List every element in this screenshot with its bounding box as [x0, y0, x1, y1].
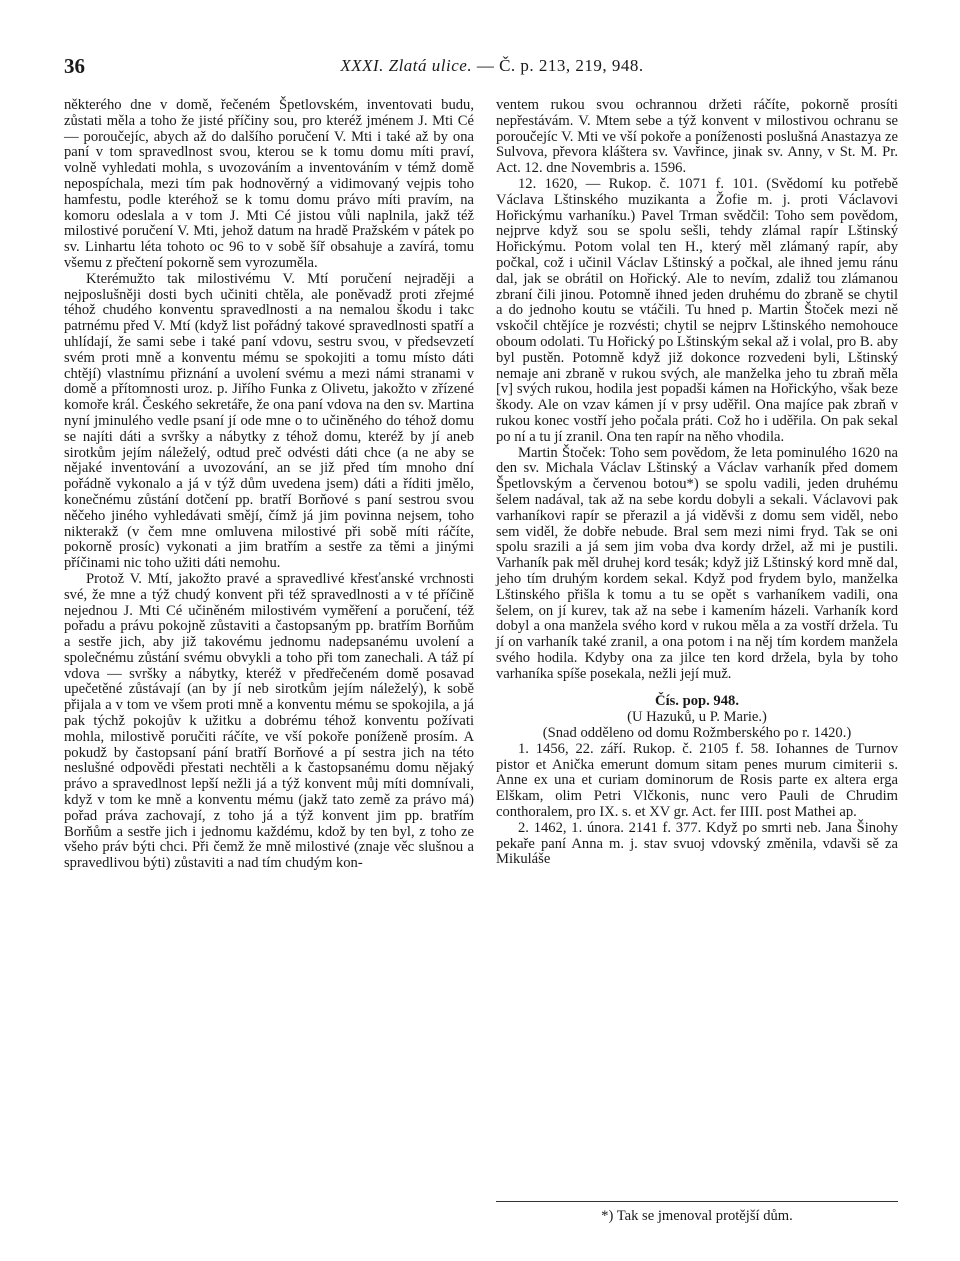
paragraph: Protož V. Mtí, jakožto pravé a spravedlivé křesťanské vrchnosti své, že mne a týž chudý konvent při též spravedlnosti a v té příčině nejednou J. Mti Cé učiněném milostivém vyměření a poručení, též pořadu a právu pokojně zůstaviti a častopsaným pp. bratřím Borňům a sestře jich, aby již takovému jednomu nadepsanému uvolení a společnému zůstání svému obvykli a toho při tom zanechali. A táž pí vdova — svršky a nábytky, kteréž v předřečeném domě posavad upečetěné zůstávají (an by jí neb sirotkům jejím náleželý), k sobě přijala a v tom ve všem proti mně a konventu mému se spokojila, a já pak týchž pokojův k užitku a dobrému téhož konventu požívati mohla, milostivě poručiti ráčíte, ve vší pokoře poníženě prosím. A pokudž by častopsaní pání bratří Borňové a pí sestra jich na této neslušné odpovědi přestati nechtěli a k častopsanému domu nějaký právo a spravedlnost lepší nežli já a týž konvent můj míti domnívali, když v tom ke mně a konventu mému (jakž tato země za právo má) pořad práva zachovají, z toho já a týž konvent jim pp. bratřím Borňům a sestře jich i jednomu každému, kdož by ten byl, z toho ze všeho práv býti chci. Při čemž že mně milostivé (znaje věc slušnou a spravedlivou býti) zůstaviti a nad tím chudým kon-	[64, 570, 474, 872]
paragraph: ventem rukou svou ochrannou držeti ráčíte, pokorně prosíti nepřestávám. V. Mtem sebe a týž konvent v milostivou ochranu se poroučejíc V. Mti ve vší pokoře a poníženosti poslušná Anastazya ze Sulvova, převora kláštera sv. Vavřince, jinak sv. Anny, v St. M. Pr. Act. 12. dne Novembris a. 1596.	[496, 97, 898, 177]
section-heading: Čís. pop. 948.	[655, 693, 739, 710]
paragraph: 2. 1462, 1. února. 2141 f. 377. Když po smrti neb. Jana Šinohy pekaře paní Anna m. j. stav svuoj vdovský změnila, vdavši sě za Mikuláše	[496, 819, 898, 868]
right-column	[496, 98, 898, 868]
paragraph: 1. 1456, 22. září. Rukop. č. 2105 f. 58. Iohannes de Turnov pistor et Anička emerunt domum sitam penes murum cimiterii s. Anne ex una et curiam dominorum de Rosis parte ex altera erga Elškam, olim Petri Vlčkonis, nunc vero Pauli de Chrudim conthoralem, pro IX. s. et XV gr. Act. fer IIII. post Mathei ap.	[496, 740, 898, 821]
running-title	[64, 56, 920, 76]
house-numbers: — Č. p. 213, 219, 948.	[472, 56, 644, 75]
chapter-title: XXXI. Zlatá ulice.	[340, 56, 473, 75]
running-head	[64, 54, 920, 84]
page-number: 36	[64, 54, 85, 78]
paragraph: 12. 1620, — Rukop. č. 1071 f. 101. (Svědomí ku potřebě Václava Lštinského muzikanta a Žofie m. j. proti Václavovi Hořickýmu varhaníku.) Pavel Trman svědčil: Toho sem povědom, nejprve když sou se spolu sešli, tehdy zlámal rapír Lštinský Hořickýmu. Potom volal ten H., který měl zlámaný rapír, aby počkal, což i učinil Václav Lštinský a počkal, ale ihned jemu ránu dal, jak se obrátil on Hořický. Ale to nevím, zdaliž tou zlámanou zbraní čili jinou. Potomně ihned jeden druhému do zbraně se chytil a do jednoho koutu se vtáčili. Tu hned p. Martin Štoček mezi ně vskočil chtějíce je rozvésti; chytil se nejprv Lštinského nemohouce oboum odolati. Tu Hořický po Lštinským sekal až i volal, pro B. aby byl pustěn. Potomně když již dokonce rozvedeni byli, Lštinský nemaje ani zbraně v rukou svých, ale manželka jeho tu zbraň měla [v] svých rukou, hodila jest popadši kámen na Hořickýho, však beze škody. Ale on vzav kámen jí v prsy uděřil. Ona majíce pak zbraň v rukou konec vostří jeho počala práti. Což ho i uděřila. On pak sekal po ní a tu jí zranil. Ona ten rapír na něho vhodila.	[496, 175, 898, 445]
paragraph: Kterémužto tak milostivému V. Mtí poručení nejraději a nejposlušněji dosti bych učiniti chtěla, ale poněvadž proti zřejmé téhož chudého konventu spravedlnosti a na nemalou škodu i takc patrnému před V. Mtí (když list pořádný takové spravedlnosti spatří a uhlídají, že sami sebe i také paní vdovu, sestru svou, v předsevzetí svém proti mně a konventu mému se spokojiti a tomu místo dáti chtějí) vlastnímu přiznání a uvolení svému a mezi námi stranami v domě a přítomnosti uroz. p. Jiřího Funka z Olivetu, jakožto v zřízené komoře král. Českého sekretáře, že ona paní vdova na den sv. Martina nyní jminulého vedle psaní jí ode mne o to učiněného do téhož domu se najíti dáti a svršky a nábytky z téhož domu, kteréž by jí aneb sirotkům jejím náleželý, odtud preč odvésti dáti chce (a ne aby se nějaké inventování a uvozování, an se již před tím mnoho dní pořádně vykonalo a já v týž dům uvedena jsem) dáti a říditi jmělo, konečnému zůstání dotčení pp. bratří Borňové s paní sestrou svou něčeho jiného vyhledávati smějí, čímž já jim povinna nejsem, toho nikterakž (v čem mne omluvena milostivé při sobě míti ráčíte, pokorně prosíc) vykonati a jim bratřím a sestře za těmi a jinými příčinami nic toho užiti dáti nemohu.	[64, 270, 474, 572]
paragraph: Martin Štoček: Toho sem povědom, že leta pominulého 1620 na den sv. Michala Václav Lštinský a Václav varhaník před domem Špetlovským a červenou botou*) se spolu vadili, jeden druhému šelem nadával, tak až na sebe kordu dobyli a sekali. Václavovi pak varhaníkovi rapír se přerazil a já viděvši z domu sem viděl, nebo sem viděl, že dobře nebude. Bral sem mezi nimi fryd. Tak se oni spolu srazili a já sem jim voba dva kordy držel, až mi je pustili. Varhaník pak měl druhej kord tesák; když již Lštinský kord mně dal, jeho tím druhým kordem sekal. Když pod frydem bylo, manželka Lštinského přišla k tomu a tu se opět s varhaníkem vadili, ona šelem, on jí kurev, tak až na sebe i kamením házeli. Varhaník kord dobyl a ona manžela svého kord v rukou měla a za vostří držela. Tu jí on varhaník také zranil, a ona potom i na něj tím kordem manžela svého hodila. Kdyby ona za jilce ten kord držela, byla by toho varhaníka spíše posekala, nežli její muž.	[496, 444, 898, 682]
section-note: (Snad odděleno od domu Rožmberského po r. 1420.)	[542, 725, 852, 742]
left-column	[64, 98, 474, 872]
section-subtitle: (U Hazuků, u P. Marie.)	[627, 709, 767, 726]
paragraph: některého dne v domě, řečeném Špetlovském, inventovati budu, zůstati měla a toho že jisté příčiny sou, pro kteréž jménem J. Mti Cé — poroučejíc, abych až do dalšího poručení V. Mti i také až by ona paní v tom spravedlnost svou, kterou se k tomu domu míti praví, volně vyhledati mohla, s uvozováním a inventováním v témž domě nepospíchala, mezi tím pak hodnověrný a vidimovaný vejpis toho hamfestu, podle kteréhož se k tomu domu právo míti pravím, na komoru odeslala a v tom J. Mti Cé jistou vůli naplnila, jakž též milostivé poručení V. Mti, jehož datum na hradě Pražském v pátek po sv. Linhartu léta tohoto ос 96 to v sobě šíř obsahuje a zavírá, tomu všemu z přečtení pokorně sem vyrozuměla.	[64, 97, 474, 271]
footnote: *) Tak se jmenoval protější dům.	[496, 1201, 898, 1225]
